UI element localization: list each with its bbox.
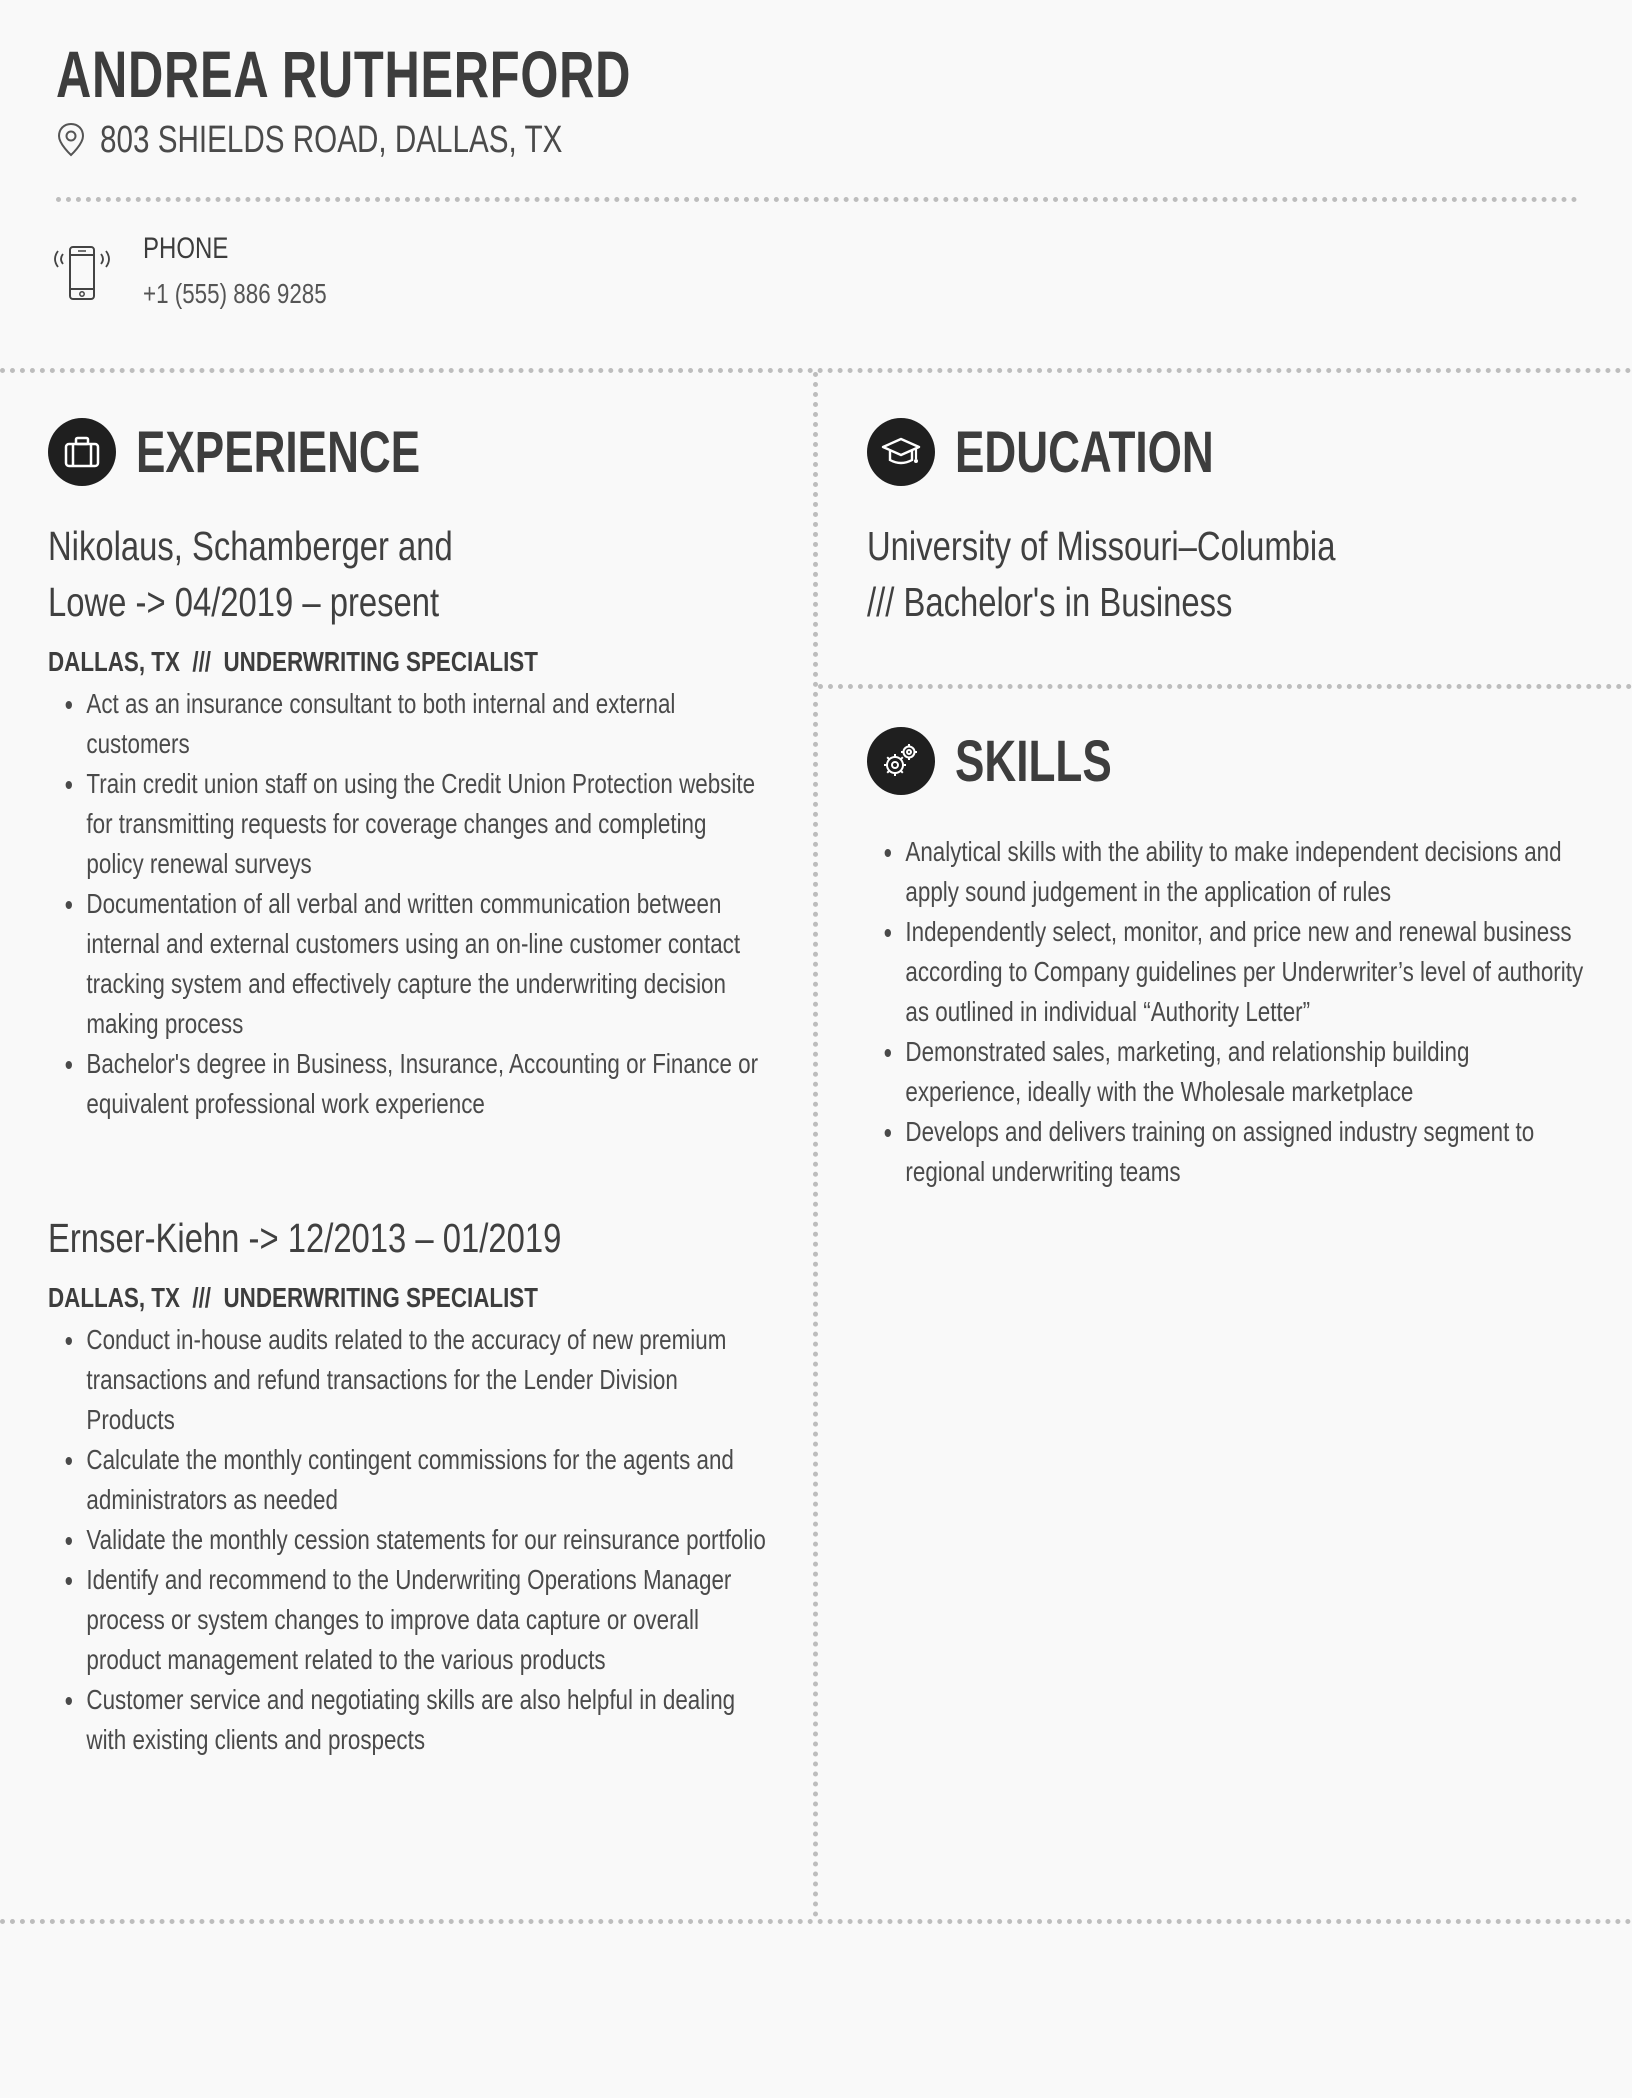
experience-title: EXPERIENCE xyxy=(136,419,421,485)
job-bullets xyxy=(48,1320,768,1760)
skills-list-wrap xyxy=(867,832,1587,1192)
job-role: UNDERWRITING SPECIALIST xyxy=(223,1282,538,1313)
experience-column-2 xyxy=(48,1210,768,1760)
list-item: Demonstrated sales, marketing, and relationship building experience, ideally with the Wholesale marketplace xyxy=(905,1032,1587,1112)
job-heading: Ernser-Kiehn -> 12/2013 – 01/2019 xyxy=(48,1215,562,1261)
candidate-name: ANDREA RUTHERFORD xyxy=(56,37,632,111)
education-badge xyxy=(867,418,935,486)
job-separator: /// xyxy=(192,646,212,677)
skills-header xyxy=(867,727,1161,795)
section-divider-bottom xyxy=(0,1919,1632,1924)
skills-bullets xyxy=(867,832,1587,1192)
education-skills-divider xyxy=(818,684,1632,689)
skills-badge xyxy=(867,727,935,795)
list-item: Act as an insurance consultant to both internal and external customers xyxy=(86,684,768,764)
education-header xyxy=(867,418,1295,486)
list-item: Conduct in-house audits related to the accuracy of new premium transactions and refund transactions for the Lender Division Products xyxy=(86,1320,768,1440)
job-meta xyxy=(48,646,768,678)
experience-column xyxy=(48,518,768,1124)
header-divider xyxy=(56,197,1578,202)
skills-title: SKILLS xyxy=(955,728,1112,794)
job-entry xyxy=(48,1210,768,1760)
job-location: DALLAS, TX xyxy=(48,646,180,677)
job-role: UNDERWRITING SPECIALIST xyxy=(223,646,538,677)
list-item: Customer service and negotiating skills are also helpful in dealing with existing clients and prospects xyxy=(86,1680,768,1760)
list-item: Train credit union staff on using the Credit Union Protection website for transmitting requests for coverage changes and completing policy renewal surveys xyxy=(86,764,768,884)
job-meta xyxy=(48,1282,768,1314)
phone-label: PHONE xyxy=(143,232,229,265)
list-item: Develops and delivers training on assigned industry segment to regional underwriting teams xyxy=(905,1112,1587,1192)
list-item: Analytical skills with the ability to make independent decisions and apply sound judgement in the application of rules xyxy=(905,832,1587,912)
gears-icon xyxy=(879,739,923,783)
list-item: Documentation of all verbal and written communication between internal and external customers using an on-line customer contact tracking system and effectively capture the underwriting decision making process xyxy=(86,884,768,1044)
experience-badge xyxy=(48,418,116,486)
job-location: DALLAS, TX xyxy=(48,1282,180,1313)
education-entry xyxy=(867,518,1587,630)
education-column xyxy=(867,518,1587,630)
column-divider xyxy=(813,372,818,1918)
education-title: EDUCATION xyxy=(955,419,1214,485)
graduation-cap-icon xyxy=(880,431,922,473)
phone-icon xyxy=(52,244,112,304)
briefcase-icon xyxy=(62,432,102,472)
job-heading: Nikolaus, Schamberger and Lowe -> 04/2019 – present xyxy=(48,523,453,625)
list-item: Validate the monthly cession statements for our reinsurance portfolio xyxy=(86,1520,768,1560)
location-pin-icon xyxy=(56,122,86,158)
experience-header xyxy=(48,418,510,486)
list-item: Bachelor's degree in Business, Insurance, Accounting or Finance or equivalent professional work experience xyxy=(86,1044,768,1124)
list-item: Independently select, monitor, and price new and renewal business according to Company guidelines per Underwriter’s level of authority as outlined in individual “Authority Letter” xyxy=(905,912,1587,1032)
skills-column xyxy=(867,832,1587,1192)
job-entry xyxy=(48,518,768,1124)
address-text: 803 SHIELDS ROAD, DALLAS, TX xyxy=(100,118,563,161)
job-separator: /// xyxy=(192,1282,212,1313)
list-item: Calculate the monthly contingent commissions for the agents and administrators as needed xyxy=(86,1440,768,1520)
education-heading: University of Missouri–Columbia /// Bachelor's in Business xyxy=(867,523,1336,625)
phone-number: +1 (555) 886 9285 xyxy=(143,278,327,309)
address xyxy=(56,118,693,162)
list-item: Identify and recommend to the Underwriting Operations Manager process or system changes to improve data capture or overall product management related to the various products xyxy=(86,1560,768,1680)
job-bullets xyxy=(48,684,768,1124)
